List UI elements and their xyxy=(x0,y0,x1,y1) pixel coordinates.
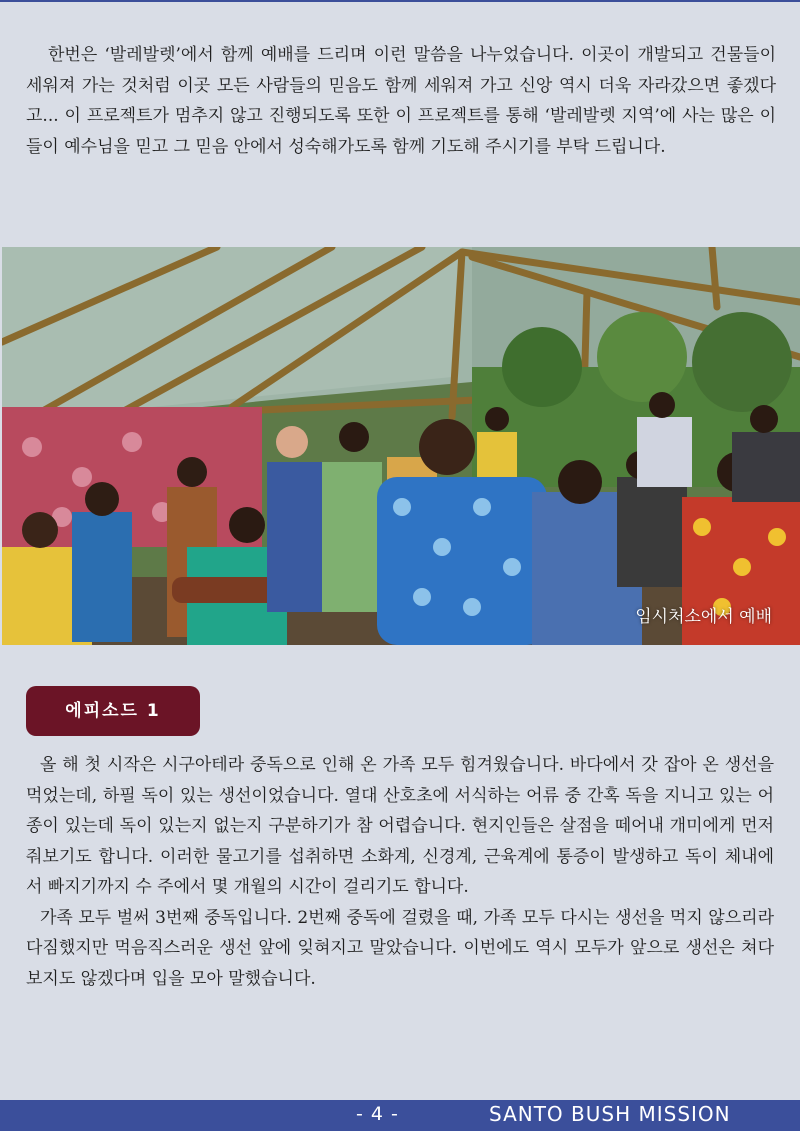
episode-badge: 에피소드 1 xyxy=(26,686,200,736)
episode-paragraph-1-text: 올 해 첫 시작은 시구아테라 중독으로 인해 온 가족 모두 힘겨웠습니다. 바다에서 갓 잡아 온 생선을 먹었는데, 하필 독이 있는 생선이었습니다. 열대 산호초에 서식하는 어류 중 간혹 독을 지니고 있는 어종이 있는데 독이 있는지 없는지 구분하기가 참 어렵습니다. 현지인들은 살점을 떼어내 개미에게 먼저 줘보기도 합니다. 이러한 물고기를 섭취하면 소화계, 신경계, 근육계에 통증이 발생하고 독이 체내에서 빠지기까지 수 주에서 몇 개월의 시간이 걸리기도 합니다. xyxy=(26,755,774,897)
episode-paragraph-2 xyxy=(26,903,774,995)
top-rule xyxy=(0,0,800,2)
episode-paragraph-1 xyxy=(26,750,774,903)
episode-body xyxy=(26,750,774,994)
intro-text: 한번은 ‘발레발렛’에서 함께 예배를 드리며 이런 말씀을 나누었습니다. 이곳이 개발되고 건물들이 세워져 가는 것처럼 이곳 모든 사람들의 믿음도 함께 세워져 가고 신앙 역시 더욱 자라갔으면 좋겠다고... 이 프로젝트가 멈추지 않고 진행되도록 또한 이 프로젝트를 통해 ‘발레발렛 지역’에 사는 많은 이들이 예수님을 믿고 그 믿음 안에서 성숙해가도록 함께 기도해 주시기를 부탁 드립니다. xyxy=(26,45,776,157)
episode-paragraph-2-text: 가족 모두 벌써 3번째 중독입니다. 2번째 중독에 걸렸을 때, 가족 모두 다시는 생선을 먹지 않으리라 다짐했지만 먹음직스러운 생선 앞에 잊혀지고 말았습니다. 이번에도 역시 모두가 앞으로 생선은 쳐다 보지도 않겠다며 입을 모아 말했습니다. xyxy=(26,907,774,989)
photo-caption: 임시처소에서 예배 xyxy=(635,607,772,627)
page-number: - 4 - xyxy=(356,1103,399,1125)
intro-paragraph xyxy=(26,40,776,162)
brand-name: SANTO BUSH MISSION xyxy=(489,1102,731,1126)
footer-bar xyxy=(0,1100,800,1131)
worship-photo xyxy=(2,247,800,645)
